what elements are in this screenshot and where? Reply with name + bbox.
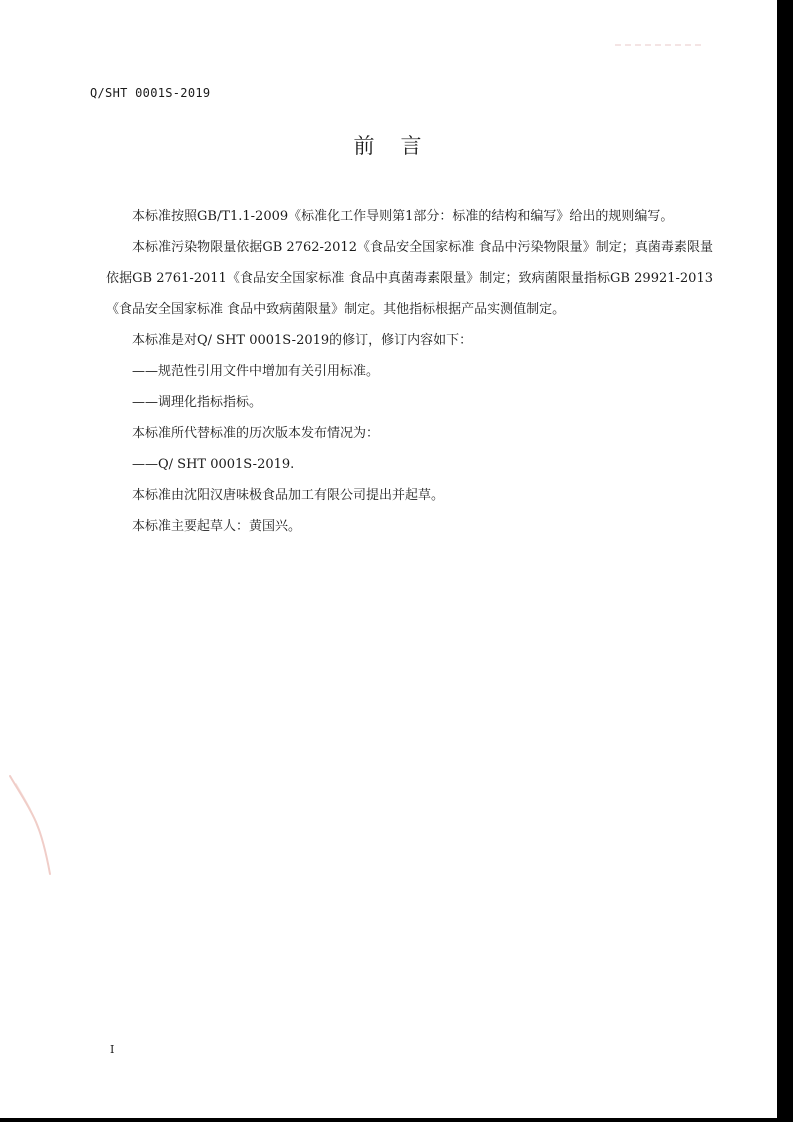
paragraph-limit-basis: 本标准污染物限量依据GB 2762-2012《食品安全国家标准 食品中污染物限量》制定；真菌毒素限量依据GB 2761-2011《食品安全国家标准 食品中真菌毒素限量》制定；致病菌限量指标GB 29921-2013《食品安全国家标准 食品中致病菌限量》制定。其他指标根据产品实测值制定。 <box>106 240 713 317</box>
scan-border-bottom <box>0 1118 793 1122</box>
scan-border-right <box>777 0 793 1122</box>
scan-smudge <box>6 770 56 880</box>
list-item-revision-1: ——规范性引用文件中增加有关引用标准。 <box>132 364 380 379</box>
foreword-body <box>106 201 713 542</box>
paragraph-main-drafter: 本标准主要起草人：黄国兴。 <box>132 519 302 534</box>
paragraph-drafting-organization: 本标准由沈阳汉唐味极食品加工有限公司提出并起草。 <box>132 488 445 503</box>
paragraph-version-history-intro: 本标准所代替标准的历次版本发布情况为： <box>132 426 380 441</box>
paragraph-revision-intro: 本标准是对Q/ SHT 0001S-2019的修订，修订内容如下： <box>132 333 473 348</box>
standard-code-header: Q/SHT 0001S-2019 <box>90 86 211 100</box>
scan-mark <box>615 43 705 47</box>
page-title: 前言 <box>353 134 448 158</box>
paragraph-drafting-rules: 本标准按照GB/T1.1-2009《标准化工作导则第1部分：标准的结构和编写》给出的规则编写。 <box>132 209 674 224</box>
page-number: I <box>110 1043 115 1056</box>
list-item-revision-2: ——调理化指标指标。 <box>132 395 263 410</box>
list-item-previous-version: ——Q/ SHT 0001S-2019. <box>132 457 295 472</box>
